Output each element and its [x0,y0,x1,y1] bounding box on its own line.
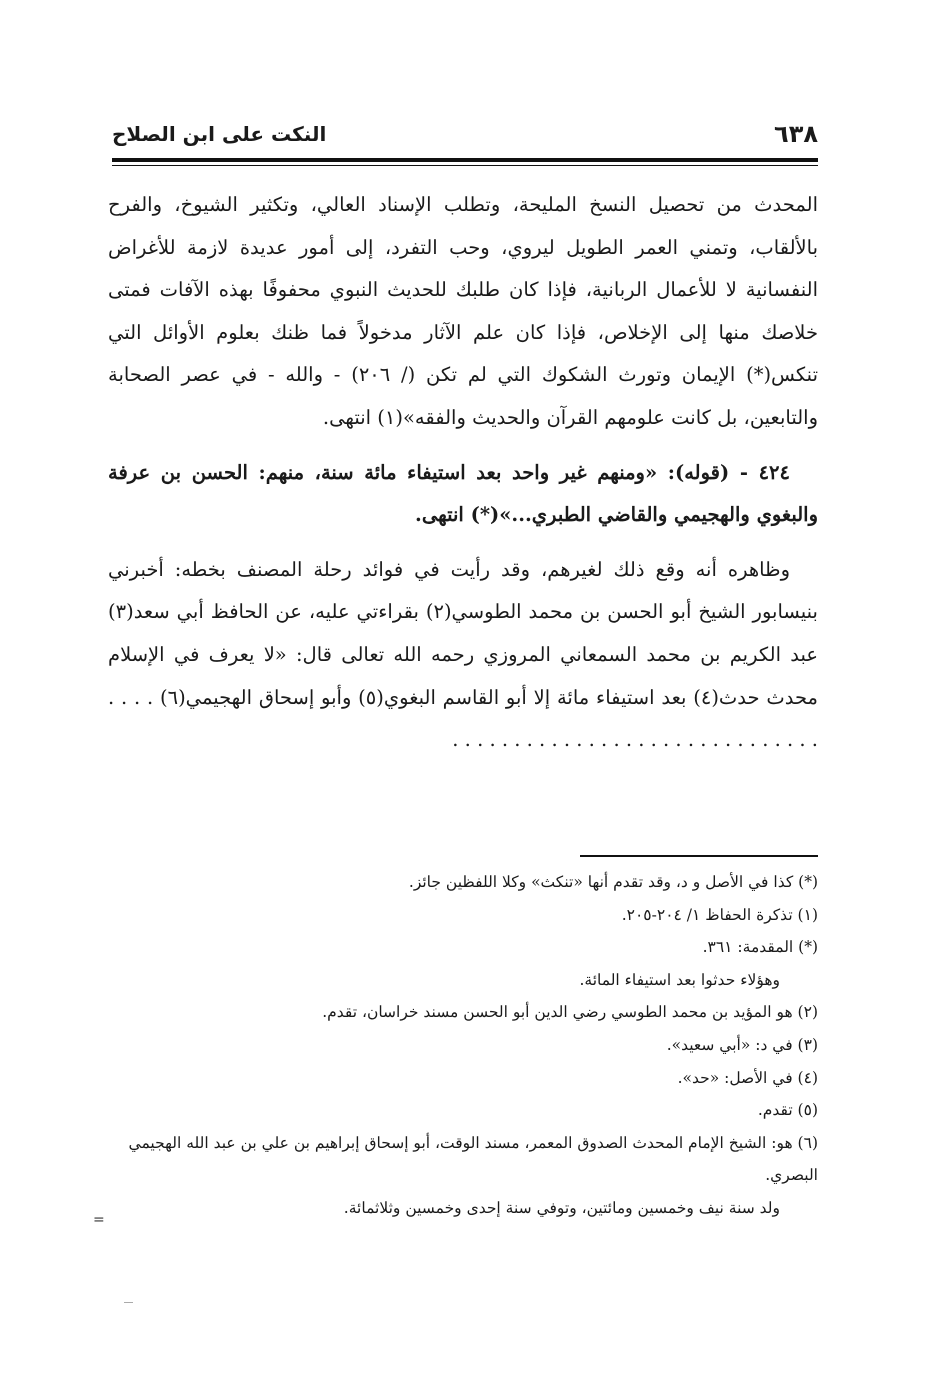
footnote-continuation: وهؤلاء حدثوا بعد استيفاء المائة. [579,970,780,989]
footnotes [112,866,818,1225]
margin-mark: = [93,1212,105,1228]
paragraph-continued-quote: المحدث من تحصيل النسخ المليحة، وتطلب الإسناد العالي، وتكثير الشيوخ، والفرح بالألقاب، وتمني العمر الطويل ليروي، وحب التفرد، إلى أمور عديدة لازمة للأغراض النفسانية لا للأعمال الربانية، فإذا كان طلبك للحديث النبوي محفوفًا بهذه الآفات فمتى خلاصك منها إلى الإخلاص، فإذا كان علم الآثار مدخولاً فما ظنك بعلوم الأوائل التي تنكس(*) الإيمان وتورث الشكوك التي لم تكن (/ ٢٠٦) - والله - في عصر الصحابة والتابعين، بل كانت علومهم القرآن والحديث والفقه»(١) انتهى. [108,193,818,429]
header-rule-thick [112,158,818,162]
footnote-item: (٦) هو: الشيخ الإمام المحدث الصدوق المعمر، مسند الوقت، أبو إسحاق إبراهيم بن علي بن عبد الله الهجيمي البصري. [128,1133,818,1185]
paragraph-commentary: وظاهره أنه وقع ذلك لغيرهم، وقد رأيت في فوائد رحلة المصنف بخطه: أخبرني بنيسابور الشيخ أبو الحسن بن محمد الطوسي(٢) بقراءتي عليه، عن الحافظ أبي سعد(٣) عبد الكريم بن محمد السمعاني المروزي رحمه الله تعالى قال: «لا يعرف في الإسلام محدث حدث(٤) بعد استيفاء مائة إلا أبو القاسم البغوي(٥) وأبو إسحاق الهجيمي(٦) . . . . . . . . . . . . . . . . . . . . . . . . . . . . . . . . . . [108,557,818,752]
footnote-separator [580,855,818,857]
paragraph-entry-424: ٤٢٤ - (قوله): «ومنهم غير واحد بعد استيفاء مائة سنة، منهم: الحسن بن عرفة والبغوي والهجيمي والقاضي الطبري...»(*) انتهى. [108,460,818,527]
header-rule-thin [112,165,818,166]
page-header [112,116,818,156]
footnote-item: (١) تذكرة الحفاظ ١/ ٢٠٤-٢٠٥. [621,905,818,924]
footnote-item: (*) كذا في الأصل و د، وقد تقدم أنها «تنكث» وكلا اللفظين جائز. [408,873,818,891]
scan-speck [124,1302,133,1303]
running-title: النكت على ابن الصلاح [112,122,327,146]
footnote-item: (*) المقدمة: ٣٦١. [702,938,818,957]
footnote-item: (٢) هو المؤيد بن محمد الطوسي رضي الدين أبو الحسن مسند خراسان، تقدم. [322,1003,818,1022]
footnote-item: (٤) في الأصل: «حد». [677,1068,818,1087]
page-number: ٦٣٨ [774,120,818,148]
footnote-item: (٣) في د: «أبي سعيد». [666,1035,818,1054]
footnote-item: (٥) تقدم. [757,1101,818,1120]
footnote-continuation: ولد سنة نيف وخمسين ومائتين، وتوفي سنة إحدى وخمسين وثلاثمائة. [343,1198,780,1217]
main-text [108,184,818,762]
